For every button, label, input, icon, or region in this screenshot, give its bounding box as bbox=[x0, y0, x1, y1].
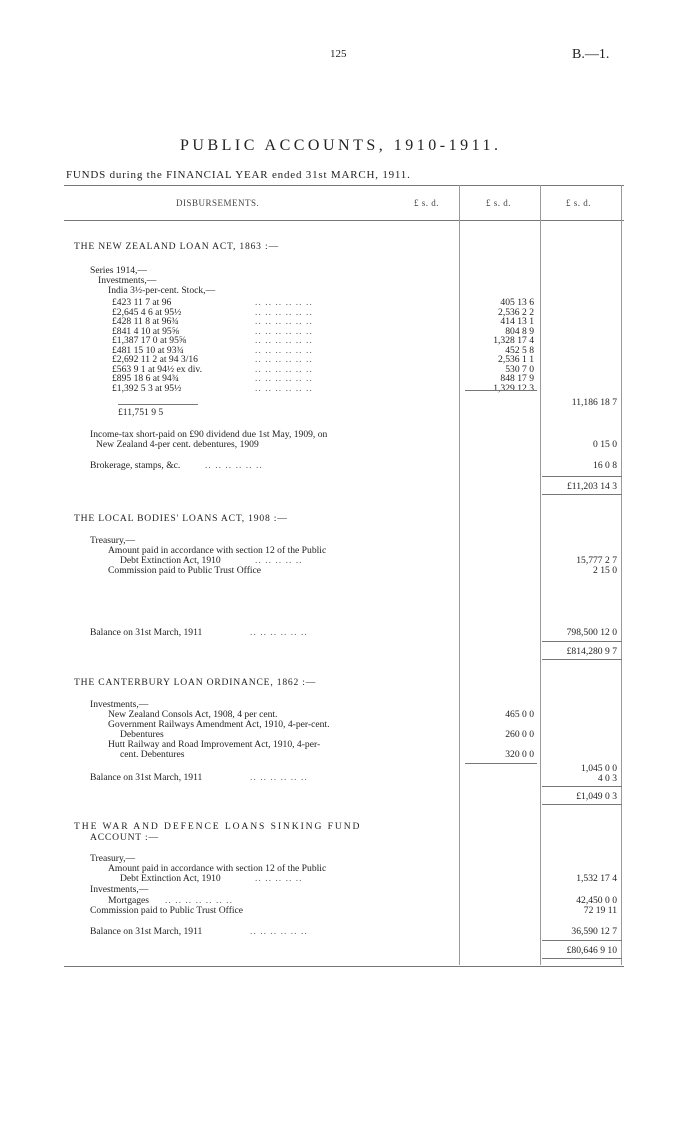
india-stock-label: India 3½-per-cent. Stock,— bbox=[108, 285, 216, 296]
investments-subtotal: 1,045 0 0 bbox=[581, 763, 617, 774]
investment-row-amount: 848 17 9 bbox=[500, 373, 534, 384]
hutt-amount: 320 0 0 bbox=[505, 749, 534, 760]
railways-amount: 260 0 0 bbox=[505, 729, 534, 740]
section-heading-nz-loan-act: THE NEW ZEALAND LOAN ACT, 1863 :— bbox=[74, 241, 279, 252]
treasury-label: Treasury,— bbox=[90, 853, 136, 864]
investments-label: Investments,— bbox=[90, 884, 149, 895]
investment-row-amount: 452 5 8 bbox=[505, 344, 534, 356]
investment-row-desc: £563 9 1 at 94½ ex div. bbox=[112, 363, 202, 375]
investment-row-amount: 1,329 12 3 bbox=[493, 382, 534, 394]
brokerage-amount: 16 0 8 bbox=[593, 460, 617, 471]
treasury-line-1: Amount paid in accordance with section 12 of the Public bbox=[108, 545, 327, 556]
treasury-line-1: Amount paid in accordance with section 12 of the Public bbox=[108, 863, 327, 874]
section-total-canterbury: £1,049 0 3 bbox=[576, 791, 617, 802]
treasury-amount: 15,777 2 7 bbox=[576, 555, 617, 566]
investment-row-desc: £423 11 7 at 96 bbox=[112, 297, 172, 308]
lsd-header-1: £ s. d. bbox=[414, 198, 440, 208]
disbursements-header: DISBURSEMENTS. bbox=[176, 198, 260, 208]
income-tax-amount: 0 15 0 bbox=[593, 439, 617, 450]
commission-amount: 72 19 11 bbox=[583, 905, 617, 916]
section-heading-war-defence-1: THE WAR AND DEFENCE LOANS SINKING FUND bbox=[74, 821, 362, 832]
investment-row-amount: 2,536 2 2 bbox=[498, 306, 534, 318]
railways-label-1: Government Railways Amendment Act, 1910, 4-per-cent. bbox=[108, 719, 330, 730]
investment-row-desc: £1,392 5 3 at 95½ bbox=[112, 382, 182, 394]
investment-row-amount: 530 7 0 bbox=[505, 363, 534, 375]
mortgages-amount: 42,450 0 0 bbox=[576, 895, 617, 906]
treasury-line-2: Debt Extinction Act, 1910 bbox=[120, 555, 221, 566]
investment-row-amount: 1,328 17 4 bbox=[493, 335, 534, 346]
investment-row-desc: £481 15 10 at 93¾ bbox=[112, 344, 184, 356]
income-tax-line-1: Income-tax short-paid on £90 dividend due 1st May, 1909, on bbox=[90, 429, 328, 440]
investment-row-amount: 405 13 6 bbox=[500, 297, 534, 308]
income-tax-line-2: New Zealand 4-per cent. debentures, 1909 bbox=[96, 439, 259, 450]
section-heading-canterbury: THE CANTERBURY LOAN ORDINANCE, 1862 :— bbox=[74, 677, 317, 688]
investment-row-amount: 2,536 1 1 bbox=[498, 354, 534, 365]
section-total-local-bodies: £814,280 9 7 bbox=[566, 646, 617, 657]
balance-amount: 36,590 12 7 bbox=[571, 926, 617, 937]
investment-row-desc: £841 4 10 at 95⅝ bbox=[112, 325, 179, 337]
investment-row-desc: £895 18 6 at 94¾ bbox=[112, 373, 179, 384]
consols-amount: 465 0 0 bbox=[505, 709, 534, 720]
balance-label: Balance on 31st March, 1911 bbox=[90, 772, 203, 783]
section-total-nz-loan: £11,203 14 3 bbox=[566, 481, 617, 492]
hutt-label-1: Hutt Railway and Road Improvement Act, 1910, 4-per- bbox=[108, 739, 321, 750]
section-heading-war-defence-2: ACCOUNT :— bbox=[90, 832, 159, 843]
commission-label: Commission paid to Public Trust Office bbox=[90, 905, 244, 916]
series-label: Series 1914,— bbox=[90, 265, 148, 276]
lsd-header-2: £ s. d. bbox=[486, 198, 512, 208]
balance-label: Balance on 31st March, 1911 bbox=[90, 627, 203, 638]
consols-label: New Zealand Consols Act, 1908, 4 per cent. bbox=[108, 709, 278, 720]
investment-row-amount: 804 8 9 bbox=[505, 325, 534, 337]
balance-label: Balance on 31st March, 1911 bbox=[90, 926, 203, 937]
treasury-line-2: Debt Extinction Act, 1910 bbox=[120, 873, 221, 884]
total-face-value: £11,751 9 5 bbox=[118, 407, 164, 418]
mortgages-label: Mortgages bbox=[108, 895, 150, 906]
hutt-label-2: cent. Debentures bbox=[120, 749, 185, 760]
section-heading-local-bodies: THE LOCAL BODIES' LOANS ACT, 1908 :— bbox=[74, 513, 288, 524]
investments-label: Investments,— bbox=[90, 699, 149, 710]
investment-row-desc: £2,692 11 2 at 94 3/16 bbox=[112, 354, 198, 365]
document-reference: B.—1. bbox=[572, 47, 610, 62]
page-title: PUBLIC ACCOUNTS, 1910-1911. bbox=[180, 137, 502, 154]
brokerage-label: Brokerage, stamps, &c. bbox=[90, 460, 181, 471]
investment-row-desc: £1,387 17 0 at 95⅝ bbox=[112, 335, 187, 346]
balance-amount: 798,500 12 0 bbox=[566, 627, 617, 638]
page-subtitle: FUNDS during the FINANCIAL YEAR ended 31st MARCH, 1911. bbox=[66, 169, 411, 181]
investment-row-desc: £428 11 8 at 96¾ bbox=[112, 316, 179, 327]
investment-row-amount: 414 13 1 bbox=[500, 316, 534, 327]
investments-label: Investments,— bbox=[98, 275, 157, 286]
commission-label: Commission paid to Public Trust Office bbox=[108, 565, 262, 576]
section-total-war-defence: £80,646 9 10 bbox=[566, 945, 617, 956]
treasury-label: Treasury,— bbox=[90, 535, 136, 546]
page-number: 125 bbox=[330, 48, 347, 60]
lsd-header-3: £ s. d. bbox=[566, 198, 592, 208]
railways-label-2: Debentures bbox=[120, 729, 164, 740]
investment-row-desc: £2,645 4 6 at 95½ bbox=[112, 306, 182, 318]
treasury-amount: 1,532 17 4 bbox=[576, 873, 617, 884]
series-subtotal: 11,186 18 7 bbox=[571, 397, 617, 408]
commission-amount: 2 15 0 bbox=[593, 565, 617, 576]
balance-amount: 4 0 3 bbox=[597, 773, 617, 784]
